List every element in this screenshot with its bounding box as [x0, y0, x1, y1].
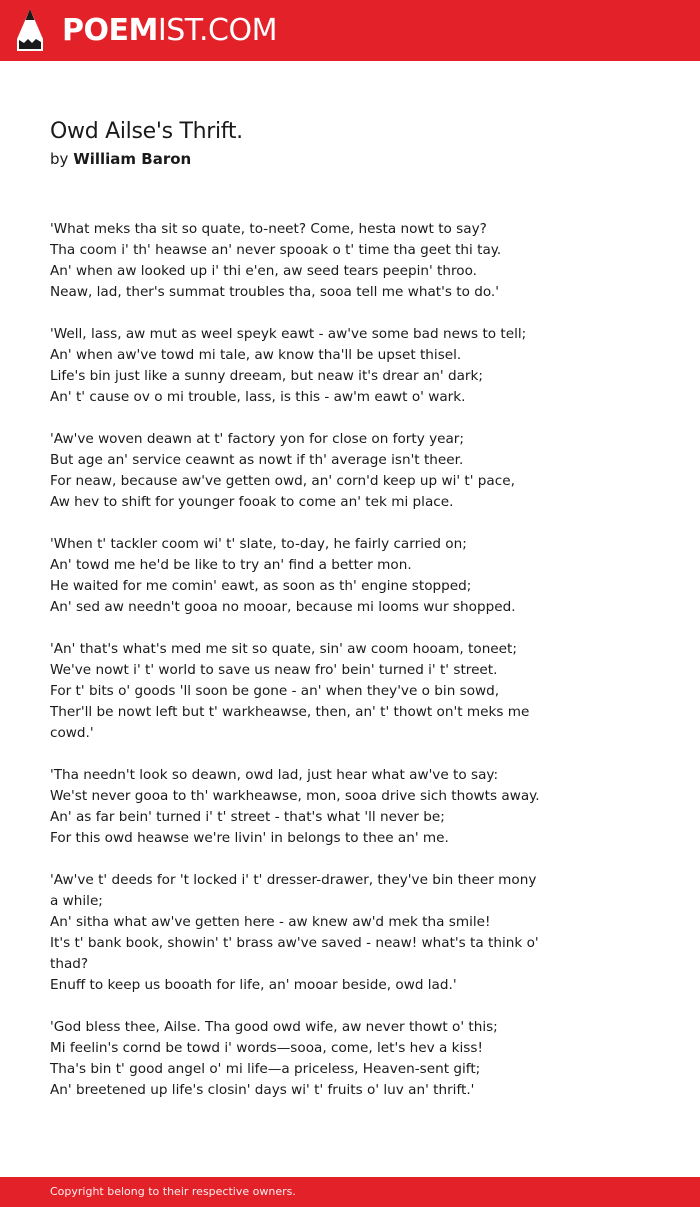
poem-line: Tha's bin t' good angel o' mi life—a priceless, Heaven-sent gift; — [50, 1061, 481, 1077]
poem-title: Owd Ailse's Thrift. — [50, 119, 243, 144]
poem-line: For this owd heawse we're livin' in belongs to thee an' me. — [50, 830, 449, 846]
poem-line: 'An' that's what's med me sit so quate, sin' aw coom hooam, toneet; — [50, 641, 517, 657]
logo-text-light: IST.COM — [157, 13, 277, 48]
poem-line: An' when aw've towd mi tale, aw know tha'll be upset thisel. — [50, 347, 462, 363]
site-footer — [0, 1177, 700, 1207]
poem-line: An' towd me he'd be like to try an' find a better mon. — [50, 557, 412, 573]
poem-line: An' when aw looked up i' thi e'en, aw seed tears peepin' throo. — [50, 263, 477, 279]
poem-line: An' breetened up life's closin' days wi' t' fruits o' luv an' thrift.' — [50, 1082, 475, 1098]
poem-line: Enuff to keep us booath for life, an' mooar beside, owd lad.' — [50, 977, 457, 993]
poem-line: 'Aw've woven deawn at t' factory yon for close on forty year; — [50, 431, 464, 447]
site-logo[interactable] — [62, 13, 277, 49]
poem-line: We'st never gooa to th' warkheawse, mon, sooa drive sich thowts away. — [50, 788, 540, 804]
poem-line: 'When t' tackler coom wi' t' slate, to-day, he fairly carried on; — [50, 536, 467, 552]
poem-line: An' sed aw needn't gooa no mooar, because mi looms wur shopped. — [50, 599, 516, 615]
poem-line: Neaw, lad, ther's summat troubles tha, sooa tell me what's to do.' — [50, 284, 499, 300]
poem-line: An' sitha what aw've getten here - aw knew aw'd mek tha smile! — [50, 914, 491, 930]
poem-line: Ther'll be nowt left but t' warkheawse, then, an' t' thowt on't meks me — [50, 704, 530, 720]
poem-line: He waited for me comin' eawt, as soon as th' engine stopped; — [50, 578, 472, 594]
stanza — [50, 639, 650, 744]
stanza — [50, 534, 650, 618]
poem-line: 'Aw've t' deeds for 't locked i' t' dresser-drawer, they've bin theer mony — [50, 872, 537, 888]
poem-line: a while; — [50, 893, 103, 909]
poem-line: 'God bless thee, Ailse. Tha good owd wife, aw never thowt o' this; — [50, 1019, 498, 1035]
stanza — [50, 219, 650, 303]
stanza — [50, 1017, 650, 1101]
stanza — [50, 870, 650, 996]
stanza — [50, 324, 650, 408]
poem-line: Mi feelin's cornd be towd i' words—sooa, come, let's hev a kiss! — [50, 1040, 483, 1056]
copyright-notice: Copyright belong to their respective owners. — [50, 1185, 296, 1198]
pencil-icon — [17, 9, 43, 51]
poem-line: We've nowt i' t' world to save us neaw fro' bein' turned i' t' street. — [50, 662, 498, 678]
poem-line: It's t' bank book, showin' t' brass aw've saved - neaw! what's ta think o' — [50, 935, 539, 951]
poem-line: An' as far bein' turned i' t' street - that's what 'll never be; — [50, 809, 445, 825]
poem-line: thad? — [50, 956, 89, 972]
poem-line: 'What meks tha sit so quate, to-neet? Come, hesta nowt to say? — [50, 221, 487, 237]
by-label: by — [50, 150, 69, 168]
poem-line: Aw hev to shift for younger fooak to come an' tek mi place. — [50, 494, 454, 510]
poem-line: 'Well, lass, aw mut as weel speyk eawt - aw've some bad news to tell; — [50, 326, 527, 342]
poem-line: For neaw, because aw've getten owd, an' corn'd keep up wi' t' pace, — [50, 473, 515, 489]
poem-body — [50, 219, 650, 1122]
poem-line: 'Tha needn't look so deawn, owd lad, just hear what aw've to say: — [50, 767, 499, 783]
poem-line: cowd.' — [50, 725, 94, 741]
poem-line: For t' bits o' goods 'll soon be gone - an' when they've o bin sowd, — [50, 683, 500, 699]
poem-line: Tha coom i' th' heawse an' never spooak o t' time tha geet thi tay. — [50, 242, 502, 258]
poem-line: But age an' service ceawnt as nowt if th' average isn't theer. — [50, 452, 464, 468]
stanza — [50, 429, 650, 513]
stanza — [50, 765, 650, 849]
logo-text-bold: POEM — [62, 13, 158, 48]
site-header — [0, 0, 700, 61]
poem-byline — [50, 149, 191, 169]
poem-author: William Baron — [73, 150, 192, 168]
poem-line: An' t' cause ov o mi trouble, lass, is this - aw'm eawt o' wark. — [50, 389, 466, 405]
poem-line: Life's bin just like a sunny dreeam, but neaw it's drear an' dark; — [50, 368, 483, 384]
